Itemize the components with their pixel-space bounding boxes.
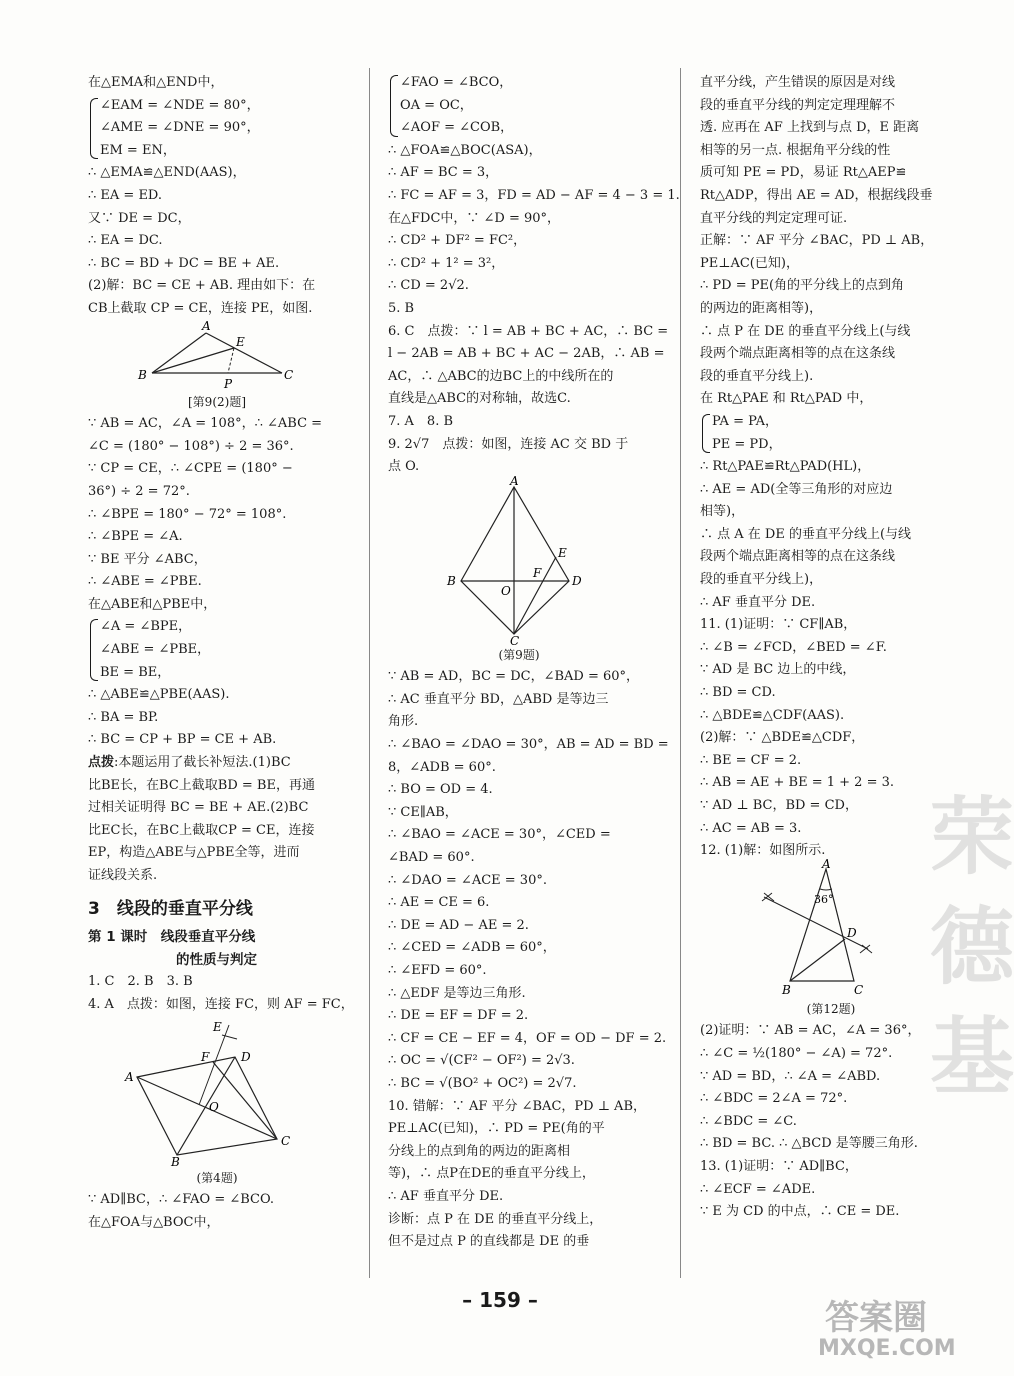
text-line: ∴ △EMA≌△END(AAS)， [88,165,246,181]
text-line: (2)解：BC = CE + AB. 理由如下：在 [88,278,316,294]
text-line: 又∵ DE = DC， [88,210,191,226]
text-line: 8，∠ADB = 60°. [388,759,496,775]
text-line: ∴ EA = ED. [88,187,163,203]
text-line: 直平分线，产生错误的原因是对线 [700,75,896,90]
text-line: ∴ EA = DC. [88,233,163,249]
text-line: EM = EN， [100,142,176,158]
watermark-site: MXQE.COM [818,1336,956,1361]
label-E: E [213,1019,222,1034]
text-line: ∴ 点 P 在 DE 的垂直平分线上(与线 [700,323,911,339]
text-line: ∴ ∠BAO = ∠DAO = 30°，AB = AD = BD = [388,737,669,753]
label-B: B [782,982,791,997]
text-line: ∴ BE = CF = 2. [700,752,802,768]
text-line: ∴ AB = AE + BE = 1 + 2 = 3. [700,775,894,791]
watermark-char: 德 [930,898,1014,996]
answer-line: 4. A 点拨：如图，连接 FC，则 AF = FC， [88,996,354,1012]
label-D: D [847,925,857,940]
text-line: 过相关证明得 BC = BE + AE.(2)BC [88,800,309,816]
label-B: B [171,1154,180,1169]
label-D: D [241,1049,251,1064]
text-line: PE = PD， [712,436,782,452]
text-line: 在△EMA和△END中， [88,75,224,90]
text-line: ∴ ∠C = ½(180° − ∠A) = 72°. [700,1045,893,1061]
text-line: ∴ CF = CE − EF = 4，OF = OD − DF = 2. [388,1030,667,1046]
tip-text: :本题运用了截长补短法.(1)BC [114,755,291,771]
text-line: ∠EAM = ∠NDE = 80°， [100,97,260,113]
text-line: 11. (1)证明：∵ CF∥AB， [700,617,857,633]
text-line: 9. 2√7 点拨：如图，连接 AC 交 BD 于 [388,436,629,452]
text-line: l − 2AB = AB + BC + AC − 2AB，∴ AB = [388,346,665,362]
text-line: ∵ AD ⊥ BC，BD = CD， [700,798,858,813]
text-line: 段的垂直平分线的判定定理理解不 [700,97,896,113]
text-line: 但不是过点 P 的直线都是 DE 的垂 [388,1234,590,1250]
text-line: PA = PA， [712,413,779,429]
text-line: 在 Rt△PAE 和 Rt△PAD 中， [700,391,873,407]
text-line: ∴ AF = BC = 3， [388,165,499,181]
text-line: 点 O. [388,459,420,475]
text-line: 7. A 8. B [388,413,454,429]
text-line: 在△FOA与△BOC中， [88,1214,220,1230]
text-line: ∴ DE = AD − AE = 2. [388,917,529,933]
text-line: ∴ ∠BDC = 2∠A = 72°. [700,1091,848,1107]
text-line: ∴ ∠CED = ∠ADB = 60°， [388,940,556,956]
label-C: C [510,633,520,648]
text-line: ∴ FC = AF = 3，FD = AD − AF = 4 − 3 = 1. [388,187,680,203]
brace-system [388,72,650,140]
text-line: ∴ AE = CE = 6. [388,895,490,911]
text-line: ∴ PD = PE(角的平分线上的点到角 [700,278,905,294]
label-B: B [447,573,456,588]
text-line: ∴ ∠BAO = ∠ACE = 30°，∠CED = [388,827,611,843]
text-line: 等)，∴ 点P在DE的垂直平分线上， [388,1166,595,1182]
text-line: ∴ CD = 2√2. [388,278,469,294]
label-F: F [201,1049,210,1064]
text-line: PE⊥AC(已知)， [700,255,799,271]
text-line: 比BE长，在BC上截取BD = BE，再通 [88,777,315,793]
text-line: 5. B [388,300,415,316]
text-line: 诊断：点 P 在 DE 的垂直平分线上， [388,1211,603,1227]
text-line: ∵ AD = BD，∴ ∠A = ∠ABD. [700,1068,881,1084]
text-line: ∴ BO = OD = 4. [388,782,493,798]
text-line: ∴ CD² + DF² = FC²， [388,233,527,249]
tip-line [88,752,346,775]
text-line: (2)证明：∵ AB = AC，∠A = 36°， [700,1023,921,1039]
text-line: Rt△ADP，得出 AE = AD，根据线段垂 [700,187,933,203]
text-line: ∴ 点 A 在 DE 的垂直平分线上(与线 [700,526,912,542]
figure-9 [419,473,619,648]
watermark-char: 荣 [930,788,1014,886]
text-line: 比EC长，在BC上截取CP = CE，连接 [88,822,315,838]
column-divider-2 [680,68,681,1278]
figure-12 [746,856,916,998]
text-line: ∴ △EDF 是等边三角形. [388,985,526,1001]
page-number: – 159 – [462,1288,538,1312]
figure-caption: (第9题) [498,647,540,662]
text-line: ∠AOF = ∠COB， [400,120,514,136]
text-line: ∠FAO = ∠BCO， [400,75,513,90]
column-divider-1 [369,68,370,1278]
text-line: 直平分线的判定定理可证. [700,210,848,226]
text-line: 相等的另一点. 根据角平分线的性 [700,142,891,158]
brace-system [88,95,346,163]
text-line: ∠ABE = ∠PBE， [100,642,211,658]
text-line: ∴ △BDE≌△CDF(AAS). [700,707,845,723]
text-line: 透. 应再在 AF 上找到与点 D，E 距离 [700,120,920,136]
text-line: ∴ BD = CD. [700,685,776,701]
text-line: ∵ AD∥BC，∴ ∠FAO = ∠BCO. [88,1192,275,1208]
label-A: A [822,856,831,871]
text-line: 段两个端点距离相等的点在这条线 [700,549,896,565]
label-B: B [138,367,147,382]
text-line: ∠BAD = 60°. [388,850,475,866]
answer-line: 1. C 2. B 3. B [88,974,193,990]
label-P: P [224,376,233,391]
text-line: ∴ BD = BC. ∴ △BCD 是等腰三角形. [700,1136,918,1152]
text-line: ∴ Rt△PAE≌Rt△PAD(HL)， [700,459,871,475]
text-line: 在△FDC中，∵ ∠D = 90°， [388,210,561,226]
label-O: O [209,1099,219,1114]
text-line: ∴ AC = AB = 3. [700,820,802,836]
text-line: ∠AME = ∠DNE = 90°， [100,120,260,136]
text-line: ∴ ∠ECF = ∠ADE. [700,1181,816,1197]
text-line: ∴ DE = EF = DF = 2. [388,1008,529,1024]
label-C: C [854,982,864,997]
text-line: ∴ CD² + 1² = 3²， [388,255,505,271]
text-line: ∵ CP = CE，∴ ∠CPE = (180° − [88,461,293,477]
text-line: 证线段关系. [88,868,158,883]
text-line: ∵ E 为 CD 的中点，∴ CE = DE. [700,1204,900,1220]
text-line: ∴ ∠B = ∠FCD，∠BED = ∠F. [700,639,887,655]
text-line: BE = BE， [100,664,171,680]
label-A: A [202,318,211,333]
section-title: 3 线段的垂直平分线 [88,898,253,919]
text-line: ∵ CE∥AB， [388,804,458,820]
text-line: ∴ AE = AD(全等三角形的对应边 [700,481,893,497]
text-line: ∴ ∠BPE = ∠A. [88,529,183,545]
text-line: ∴ BC = BD + DC = BE + AE. [88,255,280,271]
text-line: EP，构造△ABE与△PBE全等，进而 [88,845,300,861]
figure-caption: [第9(2)题] [188,394,246,409]
text-line: ∵ AB = AC，∠A = 108°，∴ ∠ABC = [88,416,323,432]
text-line: ∴ BA = BP. [88,709,159,725]
text-line: ∴ ∠ABE = ∠PBE. [88,574,202,590]
text-line: ∠C = (180° − 108°) ÷ 2 = 36°. [88,438,294,454]
text-line: 的两边的距离相等)， [700,300,823,316]
text-line: (2)解：∵ △BDE≌△CDF， [700,730,865,746]
label-A: A [125,1069,134,1084]
column-1 [88,72,354,1234]
label-A: A [510,473,519,488]
watermark-brand: 答案圈 [825,1298,927,1338]
label-E: E [558,545,567,560]
text-line: 36°) ÷ 2 = 72°. [88,483,190,499]
text-line: ∴ ∠EFD = 60°. [388,963,487,978]
brace-system [88,616,346,684]
brace-system [700,411,962,456]
lesson-subtitle: 的性质与判定 [176,951,257,968]
text-line: 在△ABE和△PBE中， [88,596,217,612]
text-line: ∵ AB = AD，BC = DC，∠BAD = 60°， [388,669,640,685]
label-E: E [236,334,245,349]
text-line: ∵ BE 平分 ∠ABC， [88,551,207,567]
text-line: ∴ AF 垂直平分 DE. [700,594,816,610]
text-line: CB上截取 CP = CE，连接 PE，如图. [88,300,313,316]
text-line: 质可知 PE = PD，易证 Rt△AEP≌ [700,165,907,181]
text-line: ∴ △ABE≌△PBE(AAS). [88,687,230,703]
text-line: 10. 错解：∵ AF 平分 ∠BAC，PD ⊥ AB， [388,1098,646,1114]
text-line: 12. (1)解：如图所示. [700,843,826,859]
label-O: O [501,583,511,598]
figure-caption: (第12题) [806,1001,856,1016]
text-line: 角形. [388,714,419,730]
text-line: 段的垂直平分线上). [700,368,814,384]
tip-label: 点拨 [88,755,115,771]
text-line: 正解：∵ AF 平分 ∠BAC，PD ⊥ AB， [700,233,934,249]
text-line: 相等)， [700,504,745,520]
text-line: 段两个端点距离相等的点在这条线 [700,346,896,362]
text-line: ∠A = ∠BPE， [100,619,192,635]
label-F: F [533,565,542,580]
text-line: ∴ OC = √(CF² − OF²) = 2√3. [388,1053,575,1069]
text-line: ∵ AD 是 BC 边上的中线， [700,662,856,678]
text-line: ∴ ∠BPE = 180° − 72° = 108°. [88,506,287,522]
label-C: C [281,1133,291,1148]
watermark-char: 基 [930,1008,1014,1106]
text-line: 13. (1)证明：∵ AD∥BC， [700,1158,858,1174]
text-line: 直线是△ABC的对称轴，故选C. [388,391,571,407]
text-line: PE⊥AC(已知)，∴ PD = PE(角的平 [388,1121,605,1137]
text-line: ∴ BC = √(BO² + OC²) = 2√7. [388,1075,577,1091]
text-line: OA = OC， [400,97,473,113]
text-line: 6. C 点拨：∵ l = AB + BC + AC，∴ BC = [388,323,669,339]
text-line: ∴ AC 垂直平分 BD，△ABD 是等边三 [388,691,609,707]
figure-4 [117,1017,317,1167]
text-line: ∴ △FOA≌△BOC(ASA)， [388,142,542,158]
text-line: ∴ ∠DAO = ∠ACE = 30°. [388,872,547,888]
text-line: ∴ ∠BDC = ∠C. [700,1113,797,1129]
label-angle: 36° [814,892,834,906]
label-C: C [284,367,294,382]
label-D: D [572,573,582,588]
text-line: 段的垂直平分线上)， [700,572,823,588]
text-line: 分线上的点到角的两边的距离相 [388,1143,571,1159]
figure-9-2 [132,318,302,391]
column-2 [388,72,680,1254]
lesson-title: 第 1 课时 线段垂直平分线 [88,929,256,946]
text-line: ∴ BC = CP + BP = CE + AB. [88,732,277,748]
text-line: ∴ AF 垂直平分 DE. [388,1188,504,1204]
figure-caption: (第4题) [196,1170,238,1185]
column-3 [700,72,962,1224]
text-line: AC，∴ △ABC的边BC上的中线所在的 [388,368,614,384]
